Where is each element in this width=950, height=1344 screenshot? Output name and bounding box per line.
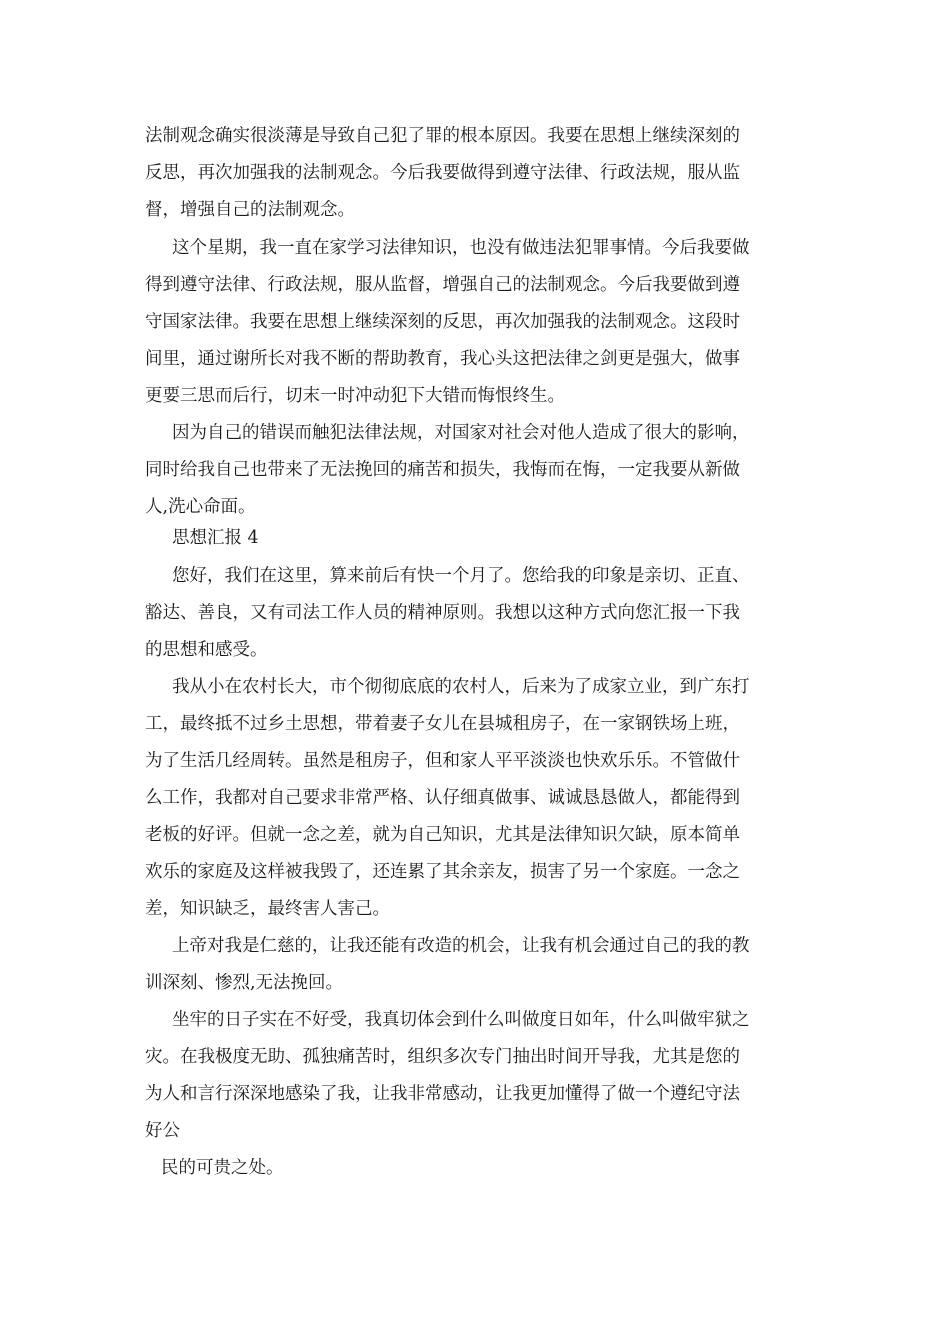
text-line: 好公: [145, 1121, 180, 1141]
text-line: 老板的好评。但就一念之差，就为自己知识，尤其是法律知识欠缺，原本简单: [145, 825, 740, 845]
text-line: 间里，通过谢所长对我不断的帮助教育，我心头这把法律之剑更是强大，做事: [145, 349, 740, 369]
text-line: 得到遵守法律、行政法规，服从监督，增强自己的法制观念。今后我要做到遵: [145, 275, 740, 295]
text-line: 坐牢的日子实在不好受，我真切体会到什么叫做度日如年，什么叫做牢狱之: [172, 1010, 750, 1030]
text-line: 工，最终抵不过乡土思想，带着妻子女儿在县城租房子，在一家钢铁场上班，: [145, 714, 740, 734]
text-line: 上帝对我是仁慈的，让我还能有改造的机会，让我有机会通过自己的我的教: [172, 936, 750, 956]
text-line: 为了生活几经周转。虽然是租房子，但和家人平平淡淡也快欢乐乐。不管做什: [145, 751, 740, 771]
text-line: 的思想和感受。: [145, 640, 268, 660]
text-line: 么工作，我都对自己要求非常严格、认仔细真做事、诚诚恳恳做人，都能得到: [145, 788, 740, 808]
text-line: 同时给我自己也带来了无法挽回的痛苦和损失，我悔而在悔，一定我要从新做: [145, 460, 740, 480]
text-line: 反思，再次加强我的法制观念。今后我要做得到遵守法律、行政法规，服从监: [145, 163, 740, 183]
text-line: 民的可贵之处。: [161, 1158, 284, 1178]
text-line: 因为自己的错误而触犯法律法规，对国家对社会对他人造成了很大的影响，: [172, 423, 750, 443]
text-line: 这个星期，我一直在家学习法律知识，也没有做违法犯罪事情。今后我要做: [172, 238, 750, 258]
text-line: 豁达、善良，又有司法工作人员的精神原则。我想以这种方式向您汇报一下我: [145, 603, 740, 623]
text-line: 更要三思而后行，切末一时冲动犯下大错而悔恨终生。: [145, 386, 565, 406]
text-line: 督，增强自己的法制观念。: [145, 200, 355, 220]
text-line: 差，知识缺乏，最终害人害己。: [145, 899, 390, 919]
text-line: 欢乐的家庭及这样被我毁了，还连累了其余亲友，损害了另一个家庭。一念之: [145, 862, 740, 882]
text-line: 法制观念确实很淡薄是导致自己犯了罪的根本原因。我要在思想上继续深刻的: [145, 126, 740, 146]
text-line: 人,洗心命面。: [145, 497, 256, 517]
section-heading: 思想汇报 4: [172, 528, 259, 548]
text-line: 为人和言行深深地感染了我，让我非常感动，让我更加懂得了做一个遵纪守法: [145, 1084, 740, 1104]
text-line: 灾。在我极度无助、孤独痛苦时，组织多次专门抽出时间开导我，尤其是您的: [145, 1047, 740, 1067]
text-line: 训深刻、惨烈,无法挽回。: [145, 973, 344, 993]
text-line: 我从小在农村长大，市个彻彻底底的农村人，后来为了成家立业，到广东打: [172, 677, 750, 697]
text-line: 您好，我们在这里，算来前后有快一个月了。您给我的印象是亲切、正直、: [172, 566, 750, 586]
text-line: 守国家法律。我要在思想上继续深刻的反思，再次加强我的法制观念。这段时: [145, 312, 740, 332]
